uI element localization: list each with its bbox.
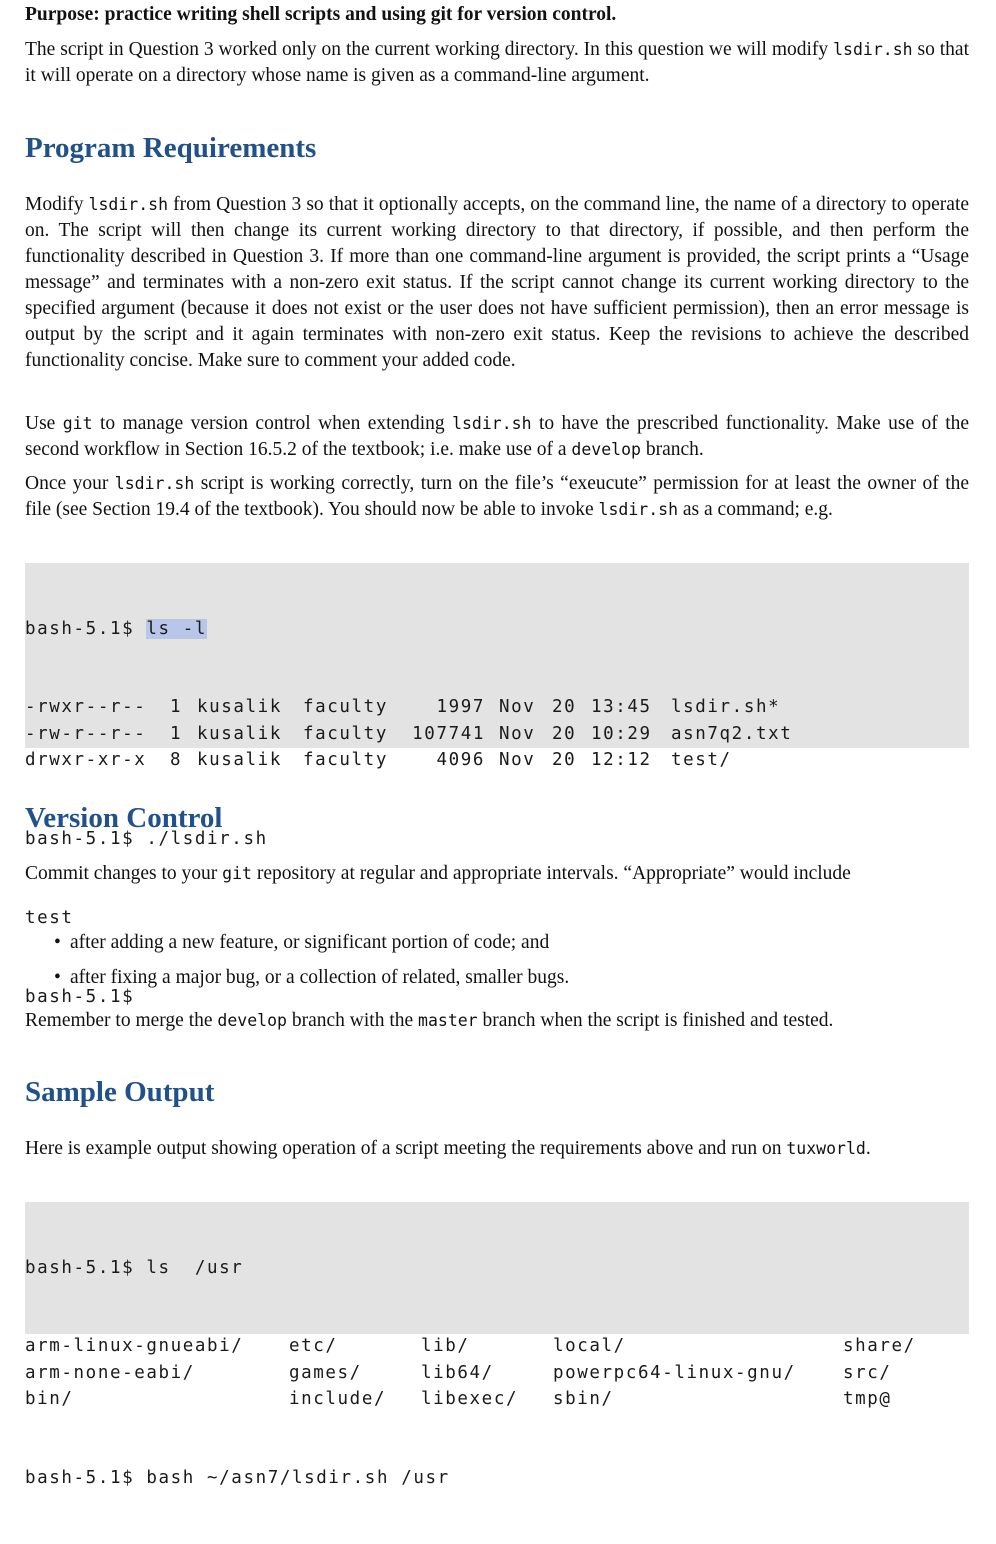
heading-program-requirements: Program Requirements (25, 132, 317, 164)
req2-text-b: to manage version control when extending (99, 413, 445, 434)
bullet-text: after fixing a major bug, or a collection of related, smaller bugs. (70, 967, 570, 988)
req-code: lsdir.sh (88, 195, 169, 214)
req3-code-2: lsdir.sh (598, 500, 679, 519)
terminal1-line-5: bash-5.1$ ./lsdir.sh (25, 828, 268, 849)
grid-cell: powerpc64-linux-gnu/ (553, 1362, 796, 1383)
grid-cell: arm-linux-gnueabi/ (25, 1336, 244, 1357)
terminal2-line-1: bash-5.1$ ls /usr (25, 1257, 244, 1278)
listing-month: Nov (499, 750, 536, 771)
listing-perm: drwxr-xr-x (25, 750, 147, 771)
purpose-label: Purpose: practice writing shell scripts and using git for version control. (25, 4, 617, 25)
listing-links: 8 (170, 750, 183, 771)
grid-cell: bin/ (25, 1389, 74, 1410)
grid-cell: etc/ (289, 1336, 338, 1357)
listing-group: faculty (303, 723, 388, 744)
listing-time: 13:45 (591, 697, 652, 718)
listing-perm: -rwxr--r-- (25, 697, 147, 718)
req2-code-lsdir: lsdir.sh (452, 414, 532, 433)
req-text-2: from Question 3 so that it optionally accepts, on the command line, the name of a directory to operate on. The script will then change its current working directory to that directory, if possible, and then perform the functionality described in Question 3. If more than one command-line argument is provided, the script prints a “Usage message” and terminates with a non-zero exit status. If the script cannot change its current working directory to the specified argument (because it does not exist or the user does not have sufficient permission), then an error message is output by the script and it again terminates with non-zero exit status. Keep the revisions to achieve the described functionality concise. Make sure to comment your added code. (25, 194, 970, 371)
grid-cell: lib/ (421, 1336, 470, 1357)
grid-cell: arm-none-eabi/ (25, 1362, 195, 1383)
sample-output-paragraph (25, 1136, 969, 1162)
terminal1-listing (25, 694, 969, 773)
intro-text: The script in Question 3 worked only on the current working directory. In this question we will modify (25, 39, 829, 60)
merge-text-b: branch with the (291, 1010, 414, 1031)
terminal2-listing (25, 1333, 969, 1412)
sample-code-tuxworld: tuxworld (786, 1139, 866, 1158)
listing-name: lsdir.sh* (671, 697, 781, 718)
req3-code-1: lsdir.sh (114, 474, 195, 493)
listing-size: 1997 (436, 697, 485, 718)
intro-code: lsdir.sh (833, 40, 913, 59)
bullet-item (50, 930, 950, 965)
listing-row (25, 747, 969, 773)
listing-month: Nov (499, 723, 536, 744)
req2-code-git: git (62, 414, 93, 433)
req2-code-develop: develop (571, 440, 641, 459)
grid-row (25, 1386, 969, 1412)
listing-links: 1 (170, 723, 183, 744)
grid-cell: sbin/ (553, 1389, 614, 1410)
req2-text-c: to have the prescribed functionality. Make use of the second workflow in Section 16.5.2 of the textbook; i.e. make use of a (25, 413, 970, 460)
listing-perm: -rw-r--r-- (25, 723, 147, 744)
grid-cell: include/ (289, 1389, 387, 1410)
vc-text-a: Commit changes to your (25, 863, 218, 884)
listing-day: 20 (552, 723, 577, 744)
listing-group: faculty (303, 697, 388, 718)
listing-owner: kusalik (197, 750, 282, 771)
grid-cell: src/ (843, 1362, 892, 1383)
version-control-bullets (50, 930, 950, 1000)
terminal1-line-7: bash-5.1$ (25, 986, 135, 1007)
listing-month: Nov (499, 697, 536, 718)
req3-text-a: Once your (25, 473, 109, 494)
grid-cell: lib64/ (421, 1362, 494, 1383)
bullet-item (50, 965, 950, 1000)
terminal2-last-line: bash-5.1$ bash ~/asn7/lsdir.sh /usr (25, 1467, 450, 1488)
sample-text-a: Here is example output showing operation of a script meeting the requirements above and run on (25, 1138, 782, 1159)
grid-cell: share/ (843, 1336, 916, 1357)
req2-text-d: branch. (645, 439, 704, 460)
listing-name: test/ (671, 750, 732, 771)
grid-cell: tmp@ (843, 1389, 892, 1410)
listing-name: asn7q2.txt (671, 723, 793, 744)
merge-code-master: master (418, 1011, 478, 1030)
sample-text-b: . (865, 1138, 871, 1159)
terminal1-line-6: test (25, 907, 74, 928)
purpose-paragraph (25, 2, 969, 28)
requirements-paragraph-2 (25, 411, 969, 463)
terminal1-selected-command: ls -l (146, 618, 208, 639)
vc-text-b: repository at regular and appropriate intervals. “Appropriate” would include (256, 863, 851, 884)
listing-day: 20 (552, 697, 577, 718)
req2-text-a: Use (25, 413, 56, 434)
merge-code-develop: develop (217, 1011, 287, 1030)
bullet-dot: • (54, 967, 61, 988)
listing-size: 107741 (412, 723, 485, 744)
grid-cell: local/ (553, 1336, 626, 1357)
terminal1-prompt: bash-5.1$ (25, 618, 147, 639)
heading-sample-output: Sample Output (25, 1076, 215, 1108)
req3-text-b: script is working correctly, turn on the file’s “exeucute” permission for at least the owner of the file (see Section 19.4 of the textbook). You should now be able to invoke (25, 473, 970, 520)
heading-version-control: Version Control (25, 802, 223, 834)
listing-time: 10:29 (591, 723, 652, 744)
listing-links: 1 (170, 697, 183, 718)
listing-owner: kusalik (197, 723, 282, 744)
merge-text-a: Remember to merge the (25, 1010, 213, 1031)
merge-paragraph (25, 1008, 969, 1034)
bullet-dot: • (54, 932, 61, 953)
merge-text-c: branch when the script is finished and tested. (482, 1010, 834, 1031)
grid-cell: games/ (289, 1362, 362, 1383)
intro-text-2: so that it will operate on a directory whose name is given as a command-line argument. (25, 39, 969, 86)
vc-code-git: git (222, 864, 252, 883)
requirements-paragraph-1 (25, 192, 969, 374)
listing-owner: kusalik (197, 697, 282, 718)
version-control-paragraph (25, 861, 969, 887)
listing-group: faculty (303, 750, 388, 771)
terminal1-line-1 (25, 616, 969, 642)
listing-size: 4096 (436, 750, 485, 771)
listing-row (25, 721, 969, 747)
grid-cell: libexec/ (421, 1389, 519, 1410)
grid-row (25, 1333, 969, 1359)
listing-time: 12:12 (591, 750, 652, 771)
req3-text-c: as a command; e.g. (682, 499, 833, 520)
bullet-text: after adding a new feature, or significant portion of code; and (70, 932, 550, 953)
intro-paragraph (25, 37, 969, 89)
listing-day: 20 (552, 750, 577, 771)
requirements-paragraph-3 (25, 471, 969, 523)
listing-row (25, 694, 969, 720)
grid-row (25, 1360, 969, 1386)
terminal-block-2 (25, 1202, 969, 1488)
req-text: Modify (25, 194, 84, 215)
